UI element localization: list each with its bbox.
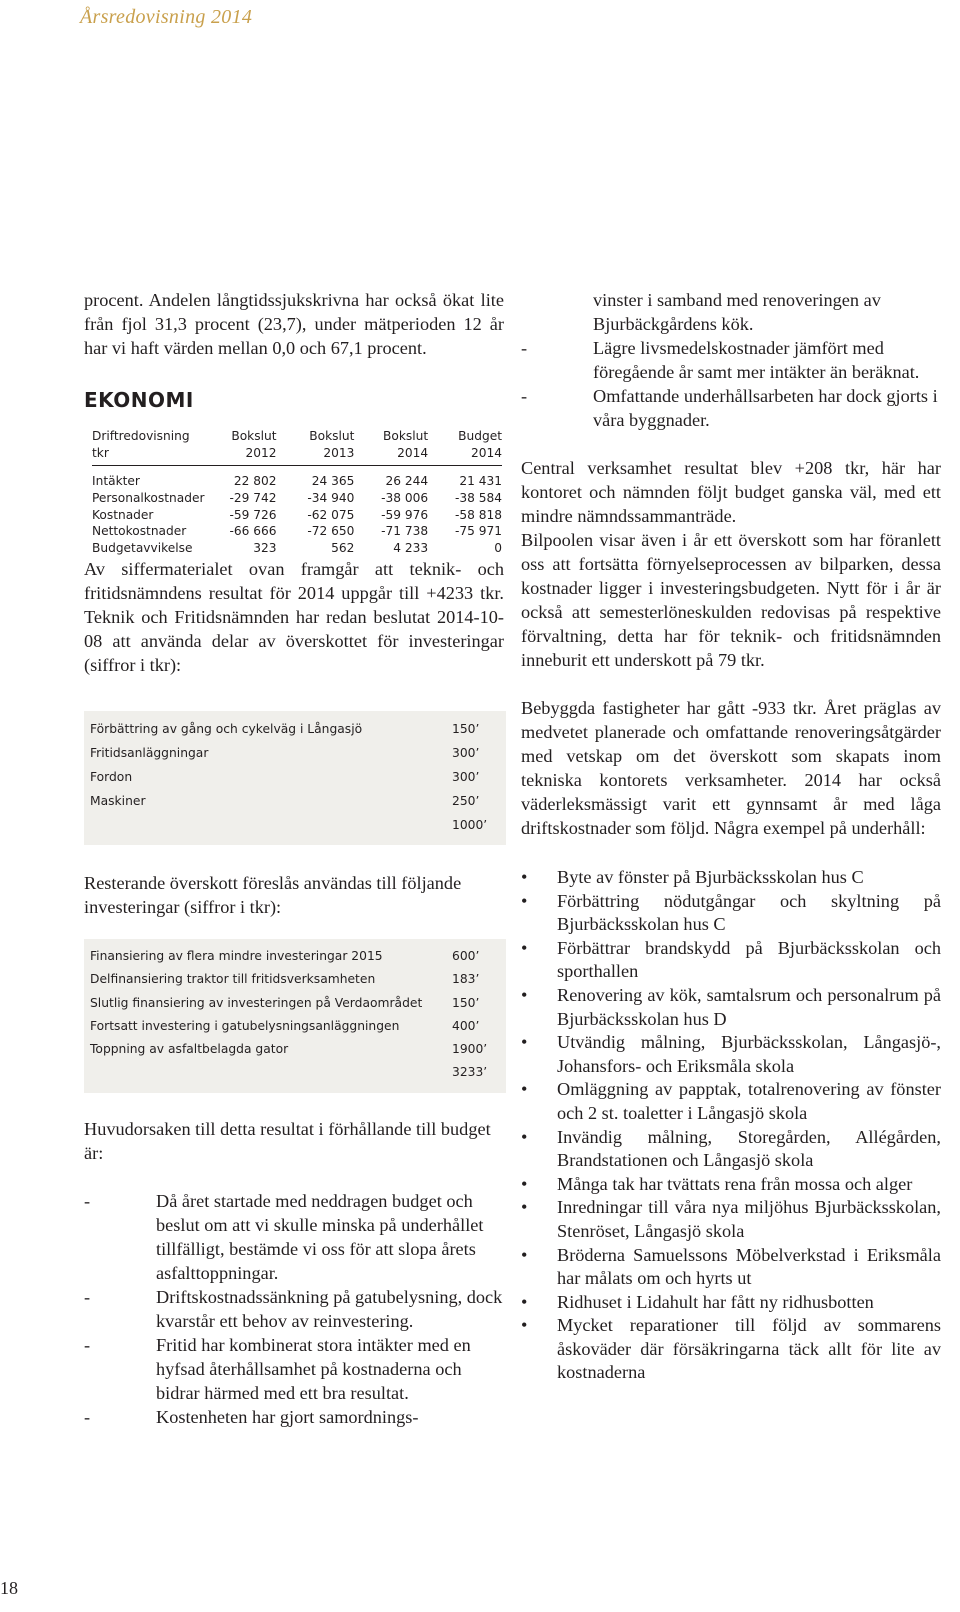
list-item — [521, 890, 941, 937]
list-item — [90, 1015, 498, 1038]
bullet-marker: • — [521, 1197, 528, 1218]
table-cell: Personalkostnader — [92, 490, 205, 505]
item-value: 300’ — [452, 745, 480, 760]
item-label: Slutlig finansiering av investeringen på Verdaområdet — [90, 995, 423, 1010]
table-cell: -59 976 — [381, 507, 429, 522]
table-cell: -38 584 — [454, 490, 502, 505]
total-row — [90, 813, 498, 837]
item-label: Delfinansiering traktor till fritidsverksamheten — [90, 972, 376, 987]
list-item-text: Byte av fönster på Bjurbäcksskolan hus C — [557, 867, 864, 887]
table-header-cell: Bokslut — [309, 429, 355, 443]
bullet-marker: • — [521, 1173, 528, 1194]
total-value: 1000’ — [452, 817, 488, 832]
list-item — [521, 1314, 941, 1385]
bullet-marker: • — [521, 1291, 528, 1312]
table-cell: Kostnader — [92, 507, 154, 522]
list-item — [521, 1244, 941, 1291]
table-header-cell: Budget — [458, 429, 502, 443]
table-cell: -72 650 — [307, 524, 355, 539]
list-item — [90, 992, 498, 1015]
total-value: 3233’ — [452, 1065, 488, 1080]
investment-box-decided — [84, 711, 506, 845]
continuation-text: vinster i samband med renoveringen av Bjurbäckgårdens kök. — [593, 290, 881, 334]
table-header-cell: Bokslut — [231, 429, 277, 443]
list-item — [521, 1173, 941, 1197]
list-item — [521, 984, 941, 1031]
table-cell: -66 666 — [229, 524, 277, 539]
list-item — [90, 741, 498, 765]
table-cell: -75 971 — [454, 524, 502, 539]
table-cell: -71 738 — [381, 524, 429, 539]
list-item — [90, 765, 498, 789]
list-item — [84, 1189, 504, 1285]
bullet-marker: • — [521, 867, 528, 887]
table-cell: 0 — [494, 541, 502, 556]
list-item-text: Driftskostnadssänkning på gatubelysning, dock kvarstår ett behov av reinvestering. — [156, 1286, 503, 1331]
investment-box-proposed — [84, 939, 506, 1093]
list-item — [521, 1078, 941, 1125]
result-paragraph: Av siffermaterialet ovan framgår att teknik- och fritidsnämndens resultat för 2014 uppgår till +4233 tkr. Teknik och Fritidsnämnden har redan beslutat 2014-10-08 att använda delar av överskottet för investeringar (siffror i tkr): — [84, 558, 504, 675]
list-item-text: Utvändig målning, Bjurbäcksskolan, Långasjö-, Johansfors- och Eriksmåla skola — [557, 1032, 941, 1076]
list-item-text: Fritid har kombinerat stora intäkter med en hyfsad återhållsamhet på kostnaderna och bidrar härmed med ett bra resultat. — [156, 1334, 471, 1403]
list-item — [521, 937, 941, 984]
list-item — [521, 336, 941, 384]
item-value: 300’ — [452, 769, 480, 784]
savings-list — [521, 336, 941, 432]
table-cell: -29 742 — [229, 490, 277, 505]
list-item — [90, 717, 498, 741]
dash-marker: - — [521, 386, 528, 406]
list-item — [521, 1291, 941, 1315]
table-cell: 22 802 — [233, 474, 277, 488]
list-item — [90, 1038, 498, 1061]
table-row — [92, 490, 502, 507]
fastigheter-paragraph: Bebyggda fastigheter har gått -933 tkr. Året präglas av medvetet planerade och omfattande renoveringsåtgärder med vetskap om det överskott som skapats inom tekniska kontorets verksamheter. 2014 har också väderleksmässigt varit ett gynnsamt år med låga driftskostnader som följd. Några exempel på underhåll: — [521, 698, 941, 838]
table-row — [92, 466, 502, 490]
list-item — [521, 1196, 941, 1243]
table-cell: 562 — [331, 541, 355, 556]
dash-marker: - — [84, 1286, 91, 1307]
table-cell: -34 940 — [307, 490, 355, 505]
table-header-cell: tkr — [92, 445, 213, 466]
bullet-marker: • — [521, 1315, 528, 1336]
table-header-cell: 2014 — [354, 445, 428, 466]
table-cell: Nettokostnader — [92, 524, 187, 539]
reason-list — [84, 1189, 504, 1429]
table-row — [92, 523, 502, 540]
table-header-row — [92, 428, 502, 445]
item-value: 183’ — [452, 972, 480, 987]
item-value: 600’ — [452, 948, 480, 963]
table-header-row — [92, 445, 502, 466]
item-value: 150’ — [452, 995, 480, 1010]
bullet-marker: • — [521, 984, 528, 1005]
bullet-marker: • — [521, 1244, 528, 1265]
bullet-marker: • — [521, 1126, 528, 1147]
table-header-cell: 2012 — [213, 445, 277, 466]
table-header-cell: 2014 — [428, 445, 502, 466]
table-cell: 4 233 — [393, 541, 429, 556]
bullet-marker: • — [521, 890, 528, 911]
table-cell: -38 006 — [381, 490, 429, 505]
table-cell: -59 726 — [229, 507, 277, 522]
table-cell: 24 365 — [311, 474, 355, 488]
remaining-paragraph: Resterande överskott föreslås användas till följande investeringar (siffror i tkr): — [84, 872, 462, 917]
list-item — [84, 1285, 504, 1333]
dash-marker: - — [521, 338, 528, 358]
table-row — [92, 540, 502, 557]
table-cell: Intäkter — [92, 474, 140, 488]
bullet-marker: • — [521, 1079, 528, 1100]
list-item-text: Omfattande underhållsarbeten har dock gjorts i våra byggnader. — [593, 386, 938, 430]
right-column — [521, 288, 941, 1385]
financial-table — [92, 428, 502, 557]
item-value: 150’ — [452, 721, 480, 736]
section-title: EKONOMI — [84, 388, 194, 412]
list-item-text: Inredningar till våra nya miljöhus Bjurbäcksskolan, Stenröset, Långasjö skola — [557, 1197, 941, 1241]
table-header-cell: Driftredovisning — [92, 429, 190, 443]
list-item-text: Då året startade med neddragen budget och beslut om att vi skulle minska på underhållet tillfälligt, bestämde vi oss för att slopa årets asfalttoppningar. — [156, 1190, 484, 1283]
list-item — [521, 866, 941, 890]
list-item-text: Invändig målning, Storegården, Allégården, Brandstationen och Långasjö skola — [557, 1126, 941, 1171]
list-item-text: Mycket reparationer till följd av sommarens åskoväder där försäkringarna täck allt för lite av kostnaderna — [557, 1315, 941, 1383]
item-value: 250’ — [452, 793, 480, 808]
table-row — [92, 507, 502, 524]
list-item-text: Renovering av kök, samtalsrum och personalrum på Bjurbäcksskolan hus D — [557, 984, 941, 1029]
central-paragraph: Central verksamhet resultat blev +208 tkr, här har kontoret och nämnden följt budget ganska väl, med ett mindre nämndssammanträde. — [521, 458, 941, 526]
list-item-text: Lägre livsmedelskostnader jämfört med föregående år samt mer intäkter än beräknat. — [593, 338, 920, 382]
list-item-text: Ridhuset i Lidahult har fått ny ridhusbotten — [557, 1291, 874, 1312]
table-cell: Budgetavvikelse — [92, 541, 193, 556]
dash-marker: - — [84, 1190, 91, 1211]
table-cell: -62 075 — [307, 507, 355, 522]
table-cell: 21 431 — [459, 474, 502, 488]
maintenance-list — [521, 866, 941, 1385]
list-item — [90, 945, 498, 968]
list-item — [90, 789, 498, 813]
page-number: 18 — [0, 1578, 18, 1598]
list-item — [521, 1031, 941, 1078]
dash-marker: - — [84, 1406, 91, 1427]
item-label: Förbättring av gång och cykelväg i Långasjö — [90, 721, 363, 736]
list-item-text: Kostenheten har gjort samordnings- — [156, 1406, 419, 1427]
item-label: Finansiering av flera mindre investeringar 2015 — [90, 948, 383, 963]
reason-paragraph: Huvudorsaken till detta resultat i förhållande till budget är: — [84, 1118, 491, 1163]
left-column — [84, 288, 504, 1429]
list-item — [84, 1333, 504, 1405]
table-cell: 323 — [253, 541, 277, 556]
list-item — [521, 384, 941, 432]
item-label: Maskiner — [90, 793, 146, 808]
item-value: 1900’ — [452, 1042, 488, 1057]
table-header-cell: 2013 — [276, 445, 354, 466]
bullet-marker: • — [521, 937, 528, 958]
item-label: Fordon — [90, 769, 133, 784]
table-cell: 26 244 — [385, 474, 429, 488]
item-value: 400’ — [452, 1018, 480, 1033]
item-label: Fritidsanläggningar — [90, 745, 209, 760]
intro-paragraph: procent. Andelen långtidssjukskrivna har också ökat lite från fjol 31,3 procent (23,7), under mätperioden 12 år har vi haft värden mellan 0,0 och 67,1 procent. — [84, 290, 504, 358]
table-cell: -58 818 — [454, 507, 502, 522]
list-item-text: Många tak har tvättats rena från mossa och alger — [557, 1173, 913, 1194]
list-item-text: Bröderna Samuelssons Möbelverkstad i Eriksmåla har målats om och hyrts ut — [557, 1244, 941, 1289]
dash-marker: - — [84, 1334, 91, 1355]
list-item — [84, 1405, 504, 1429]
running-header: Årsredovisning 2014 — [80, 6, 253, 28]
table-header-cell: Bokslut — [383, 429, 429, 443]
item-label: Toppning av asfaltbelagda gator — [90, 1042, 289, 1057]
list-item — [521, 1126, 941, 1173]
total-row — [90, 1061, 498, 1084]
item-label: Fortsatt investering i gatubelysningsanläggningen — [90, 1018, 400, 1033]
list-item-text: Omläggning av papptak, totalrenovering av fönster och 2 st. toaletter i Långasjö skola — [557, 1079, 941, 1123]
list-item — [90, 968, 498, 991]
list-item-text: Förbättring nödutgångar och skyltning på Bjurbäcksskolan hus C — [557, 890, 941, 935]
list-item-text: Förbättrar brandskydd på Bjurbäcksskolan och sporthallen — [557, 937, 941, 982]
bullet-marker: • — [521, 1032, 528, 1053]
bilpool-paragraph: Bilpoolen visar även i år ett överskott som har föranlett oss att fortsätta förnyelseprocessen av bilparken, dessa kostnader ligger i investeringsbudgeten. Nytt för i år är också att semesterlöneskulden redovisas på respektive förvaltning, detta har för teknik- och fritidsnämnden inneburit ett underskott på 79 tkr. — [521, 530, 941, 670]
